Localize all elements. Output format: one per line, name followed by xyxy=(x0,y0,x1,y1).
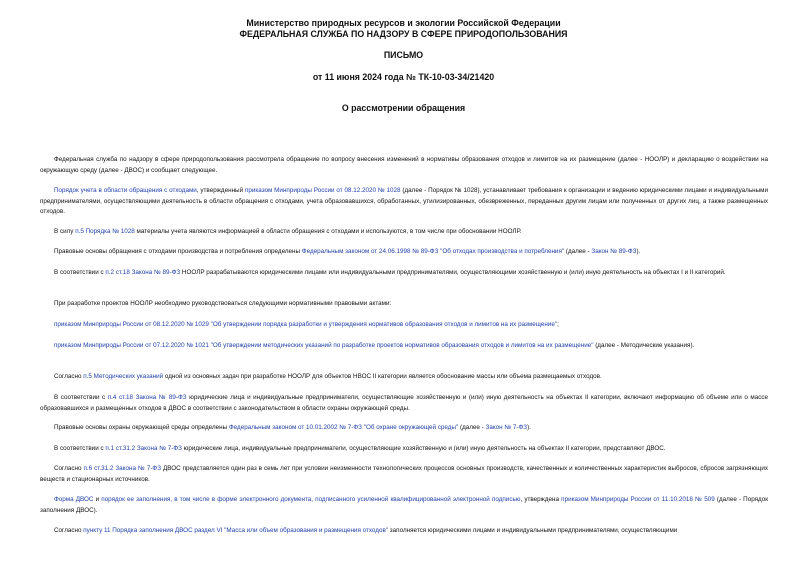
link-fz-7[interactable]: Федеральным законом от 10.01.2002 № 7-ФЗ "Об охране окружающей среды" xyxy=(228,424,459,431)
doc-date-number: от 11 июня 2024 года № ТК-10-03-34/21420 xyxy=(312,72,495,82)
ministry-title: Министерство природных ресурсов и экологии Российской Федерации xyxy=(246,18,561,28)
paragraph-7: приказом Минприроды России от 08.12.2020 № 1029 "Об утверждении порядка разработки и утверждения нормативов образования отходов и лимитов на их размещение"; xyxy=(54,321,559,328)
paragraph-14: Форма ДВОС и порядок ее заполнения, в том числе в форме электронного документа, подписанного усиленной квалифицированной электронной подписью, утверждена приказом Минприроды России от 11.10.2018 № 509 (далее - Порядок заполнения ДВОС). xyxy=(40,496,768,514)
paragraph-3: В силу п.5 Порядка № 1028 материалы учета являются информацией в области обращения с отходами и используются, в том числе при обосновании НООЛР. xyxy=(54,228,522,235)
link-prikaz-1021[interactable]: приказом Минприроды России от 07.12.2020 № 1021 "Об утверждении методических указаний по разработке проектов нормативов образования отходов и лимитов на их размещение" xyxy=(54,342,594,349)
link-p2-st18[interactable]: п.2 ст.18 Закона № 89-ФЗ xyxy=(105,269,181,276)
paragraph-9: Согласно п.5 Методических указаний одной из основных задач при разработке НООЛР для объектов НВОС II категории является обоснование массы или объема размещаемых отходов. xyxy=(54,373,602,380)
paragraph-10: В соответствии с п.4 ст.18 Закона № 89-ФЗ юридические лица и индивидуальные предприниматели, осуществляющие хозяйственную и (или) иную деятельность на объектах II категории, включают информацию об объеме или о массе образовавшихся и размещенных отходов в ДВОС в соответствии с законодательством в области охраны окружающей среды. xyxy=(40,394,769,412)
paragraph-15: Согласно пункту 11 Порядка заполнения ДВОС раздел VI "Масса или объем образования и размещения отходов" заполняется юридическими лицами и индивидуальными предпринимателями, осуществляющими xyxy=(54,527,678,534)
paragraph-8: приказом Минприроды России от 07.12.2020 № 1021 "Об утверждении методических указаний по разработке проектов нормативов образования отходов и лимитов на их размещение" (далее - Методические указания). xyxy=(54,342,695,349)
paragraph-2: Порядок учета в области обращения с отходами, утвержденный приказом Минприроды России от 08.12.2020 № 1028 (далее - Порядок № 1028), устанавливает требования к организации и ведению юридическими лицами и индивидуальными предпринимателями, осуществляющими деятельность в области обращения с отходами, учета образовавшихся, обработанных, утилизированных, обезвреженных, переданных другим лицам или полученных от других лиц, а также размещенных отходов. xyxy=(40,187,768,216)
paragraph-4: Правовые основы обращения с отходами производства и потребления определены Федеральным законом от 24.06.1998 № 89-ФЗ "Об отходах производства и потребления" (далее - Закон № 89-ФЗ). xyxy=(54,248,641,255)
link-forma-dvos[interactable]: Форма ДВОС xyxy=(54,496,94,503)
link-punkt-11[interactable]: пункту 11 Порядка заполнения ДВОС раздел VI "Масса или объем образования и размещения отходов" xyxy=(83,527,389,534)
doc-subject: О рассмотрении обращения xyxy=(341,103,466,113)
paragraph-1: Федеральная служба по надзору в сфере природопользования рассмотрела обращение по вопросу внесения изменений в нормативы образования отходов и лимитов на их размещение (далее - НООЛР) и декларацию о воздействии на окружающую среду (далее - ДВОС) и сообщает следующее. xyxy=(40,156,768,174)
paragraph-13: Согласно п.6 ст.31.2 Закона № 7-ФЗ ДВОС представляется один раз в семь лет при условии неизменности технологических процессов основных производств, качественных и количественных характеристик выбросов, сбросов загрязняющих веществ и стационарных источников. xyxy=(40,465,769,483)
doc-type: ПИСЬМО xyxy=(383,50,424,60)
link-zakon-7[interactable]: Закон № 7-ФЗ xyxy=(485,424,528,431)
paragraph-11: Правовые основы охраны окружающей среды определены Федеральным законом от 10.01.2002 № 7-ФЗ "Об охране окружающей среды" (далее - Закон № 7-ФЗ). xyxy=(54,424,531,431)
link-fz-89[interactable]: Федеральным законом от 24.06.1998 № 89-ФЗ "Об отходах производства и потребления" xyxy=(301,248,565,255)
link-prikaz-509[interactable]: приказом Минприроды России от 11.10.2018 № 509 xyxy=(561,496,715,503)
link-p4-st18[interactable]: п.4 ст.18 Закона № 89-ФЗ xyxy=(107,394,187,401)
link-poryadok-zapolneniya[interactable]: порядок ее заполнения, в том числе в форме электронного документа, подписанного усиленной квалифицированной электронной подписью xyxy=(101,496,521,503)
link-p5-metod[interactable]: п.5 Методических указаний xyxy=(83,373,164,380)
link-prikaz-1028[interactable]: приказом Минприроды России от 08.12.2020 № 1028 xyxy=(244,187,401,194)
service-title: ФЕДЕРАЛЬНАЯ СЛУЖБА ПО НАДЗОРУ В СФЕРЕ ПРИРОДОПОЛЬЗОВАНИЯ xyxy=(239,29,568,39)
paragraph-5: В соответствии с п.2 ст.18 Закона № 89-ФЗ НООЛР разрабатываются юридическими лицами или индивидуальными предпринимателями, осуществляющими хозяйственную и (или) иную деятельность на объектах I и II категорий. xyxy=(54,269,726,276)
link-zakon-89[interactable]: Закон № 89-ФЗ xyxy=(591,248,637,255)
paragraph-6: При разработке проектов НООЛР необходимо руководствоваться следующими нормативными правовыми актами: xyxy=(54,300,392,307)
link-p6-st31-2[interactable]: п.6 ст.31.2 Закона № 7-ФЗ xyxy=(83,465,162,472)
link-p5-poryadka[interactable]: п.5 Порядка № 1028 xyxy=(75,228,135,235)
link-p1-st31-2[interactable]: п.1 ст.31.2 Закона № 7-ФЗ xyxy=(105,445,182,452)
link-poryadok-ucheta[interactable]: Порядок учета в области обращения с отходами xyxy=(54,187,197,194)
paragraph-12: В соответствии с п.1 ст.31.2 Закона № 7-ФЗ юридические лица, индивидуальные предприниматели, осуществляющие хозяйственную и (или) иную деятельность на объектах II категории, представляют ДВОС. xyxy=(54,445,666,452)
link-prikaz-1029[interactable]: приказом Минприроды России от 08.12.2020 № 1029 "Об утверждении порядка разработки и утверждения нормативов образования отходов и лимитов на их размещение" xyxy=(54,321,558,328)
